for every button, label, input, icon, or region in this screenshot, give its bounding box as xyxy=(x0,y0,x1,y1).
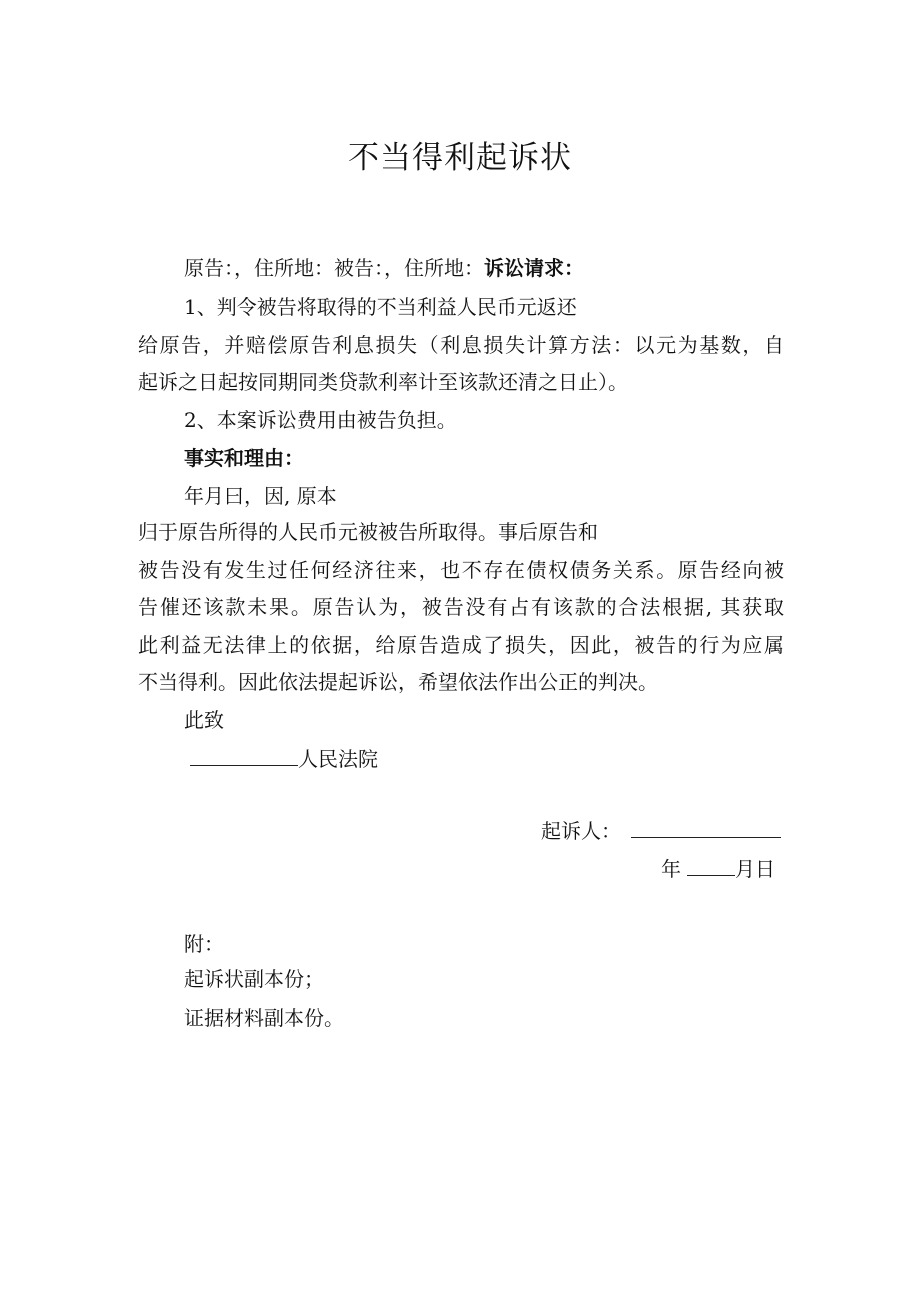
signature-label: 起诉人： xyxy=(541,819,621,843)
court-name-blank xyxy=(190,743,298,766)
facts-line-2: 归于原告所得的人民币元被被告所取得。事后原告和 xyxy=(138,520,598,544)
facts-line-6: 不当得利。因此依法提起诉讼，希望依法作出公正的判决。 xyxy=(138,670,658,694)
date-month-day: 月日 xyxy=(735,857,775,881)
claim-item-2: 2、本案诉讼费用由被告负担。 xyxy=(184,408,457,432)
attachment-item-1: 起诉状副本份； xyxy=(184,967,324,991)
attachments-heading: 附： xyxy=(184,932,224,956)
document-title: 不当得利起诉状 xyxy=(348,140,572,176)
court-line xyxy=(190,743,378,773)
parties-text: 原告：，住所地：被告：，住所地： xyxy=(184,256,484,280)
facts-line-5: 此利益无法律上的依据，给原告造成了损失，因此，被告的行为应属 xyxy=(138,633,784,657)
date-blank xyxy=(687,853,735,876)
closing-salutation: 此致 xyxy=(184,708,224,732)
facts-heading: 事实和理由： xyxy=(184,446,304,470)
date-year: 年 xyxy=(661,857,681,881)
date-line xyxy=(661,853,775,883)
facts-line-1: 年月曰，因, 原本 xyxy=(184,484,337,508)
claim-item-1-line-1: 1、判令被告将取得的不当利益人民币元返还 xyxy=(184,295,577,319)
claim-item-1-line-3: 起诉之日起按同期同类贷款利率计至该款还清之日止）。 xyxy=(138,370,628,394)
claims-heading: 诉讼请求： xyxy=(484,256,584,280)
facts-line-4: 告催还该款未果。原告认为，被告没有占有该款的合法根据, 其获取 xyxy=(138,595,784,619)
claim-item-1-line-2: 给原告，并赔偿原告利息损失（利息损失计算方法：以元为基数，自 xyxy=(138,333,784,357)
facts-line-3: 被告没有发生过任何经济往来，也不存在债权债务关系。原告经向被 xyxy=(138,558,784,582)
signature-blank xyxy=(631,815,781,838)
attachment-item-2: 证据材料副本份。 xyxy=(184,1006,344,1030)
signature-line xyxy=(541,815,781,845)
court-label: 人民法院 xyxy=(298,747,378,771)
parties-line xyxy=(184,254,584,282)
